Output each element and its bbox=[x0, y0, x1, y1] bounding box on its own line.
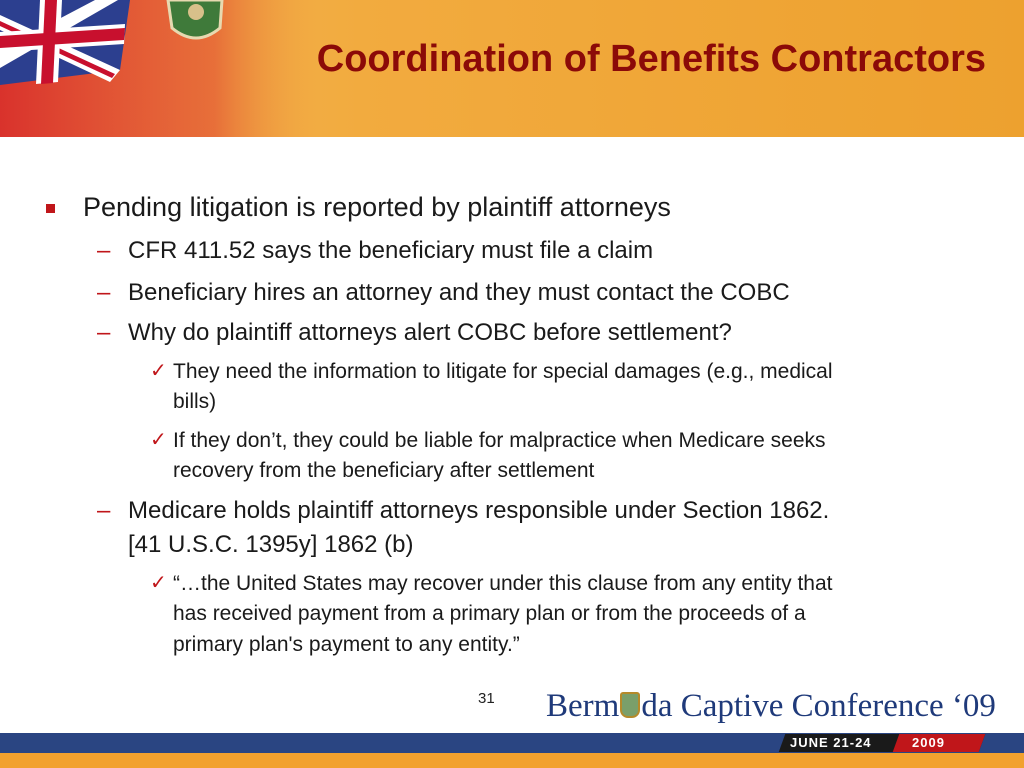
check-bullet-text-cont: has received payment from a primary plan or from the proceeds of a bbox=[173, 602, 806, 625]
check-bullet-text-cont: primary plan's payment to any entity.” bbox=[173, 633, 520, 656]
check-bullet-text: If they don’t, they could be liable for malpractice when Medicare seeks bbox=[173, 429, 826, 452]
sub-bullet-text: Why do plaintiff attorneys alert COBC before settlement? bbox=[128, 319, 732, 346]
check-bullet-text-cont: bills) bbox=[173, 390, 217, 413]
conference-name-end: da Captive Conference ‘09 bbox=[641, 688, 996, 724]
bullet-text: Pending litigation is reported by plaintiff attorneys bbox=[83, 192, 671, 222]
check-bullet-text-cont: recovery from the beneficiary after settlement bbox=[173, 459, 595, 482]
checkmark-bullet: ✓ bbox=[150, 572, 167, 594]
slide-title: Coordination of Benefits Contractors bbox=[316, 38, 986, 80]
sub-bullet-text: Medicare holds plaintiff attorneys responsible under Section 1862. bbox=[128, 497, 830, 524]
conference-dates: JUNE 21-24 bbox=[790, 735, 872, 750]
check-bullet-text: “…the United States may recover under this clause from any entity that bbox=[173, 572, 833, 595]
page-number: 31 bbox=[478, 690, 495, 707]
footer-accent-bar bbox=[0, 753, 1024, 768]
conference-name-start: Berm bbox=[546, 688, 620, 724]
checkmark-bullet: ✓ bbox=[150, 429, 167, 451]
dash-bullet: – bbox=[97, 319, 111, 346]
check-bullet-text: They need the information to litigate for special damages (e.g., medical bbox=[173, 360, 833, 383]
sub-bullet-text-cont: [41 U.S.C. 1395y] 1862 (b) bbox=[128, 531, 414, 558]
sub-bullet-text: Beneficiary hires an attorney and they must contact the COBC bbox=[128, 279, 790, 306]
checkmark-bullet: ✓ bbox=[150, 360, 167, 382]
conference-year: 2009 bbox=[912, 735, 945, 750]
sub-bullet-text: CFR 411.52 says the beneficiary must file a claim bbox=[128, 237, 654, 264]
bermuda-crest-icon bbox=[620, 692, 640, 718]
square-bullet bbox=[46, 204, 55, 213]
conference-logo bbox=[546, 688, 996, 725]
dash-bullet: – bbox=[97, 279, 111, 306]
dash-bullet: – bbox=[97, 237, 111, 264]
dash-bullet: – bbox=[97, 497, 111, 524]
